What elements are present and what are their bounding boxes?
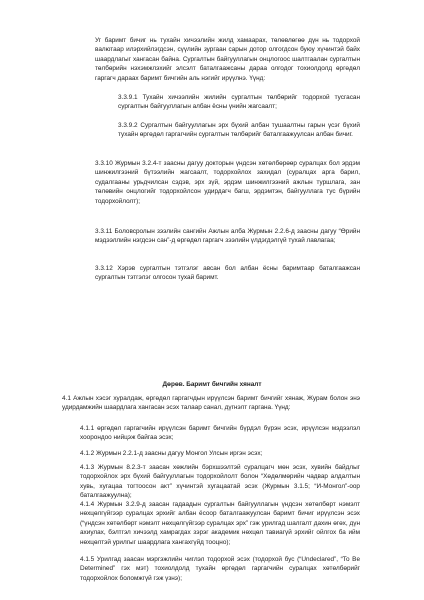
paragraph-3-3-9-2: 3.3.9.2 Сургалтын байгууллагын эрх бүхий албан тушаалтны гарын үсэг бүхий тухайн өргөдөл гаргагчийн сургалтын төлбөрийг баталгаажуулсан албан бичиг. [118,122,360,139]
paragraph-3-3-10: 3.3.10 Журмын 3.2.4-т заасны дагуу докторын үндсэн хөтөлбөрөөр суралцах бол эрдэм шинжилгээний бүтээлийн жагсаалт, тодорхойлох захидал (суралцах арга барил, судалгааны урьдчилсан сэдэв, эрх зүй, эрдэм шинжилгээний ажлын туршлага, зан төлөвийн онцлогийг тодорхойлсон удирдагч багш, эрдэмтэн, байгууллага тус бүрийн тодорхойлолт); [95,160,360,205]
paragraph-4-1-4: 4.1.4 Журмын 3.2.9-д заасан гадаадын сургалтын байгууллагын үндсэн хөтөлбөрт нэмэлт нөхцөлгүйгээр суралцах эрхийг албан ёсоор баталгаажуулсан баримт бичиг ирүүлсэн эсэх (“үндсэн хөтөлбөрт нэмэлт нөхцөлгүйгээр суралцах эрх” гэж урилгад шалгалт дахин өгөх, дүн ахиулах, бэлтгэл хичээлд хамрагдах зэрэг академик нөхцөл тавиагүй эрхийг ойлгох ба ийм нөхцөлтэй урилгыг шаардлага хангахгүйд тооцно); [80,501,360,546]
paragraph-4-1-1: 4.1.1 өргөдөл гаргагчийн ирүүлсэн баримт бичгийн бүрдэл бүрэн эсэх, ирүүлсэн мэдээлэл хоорондоо нийцэж байгаа эсэх; [80,425,360,442]
paragraph-4-1-3: 4.1.3 Журмын 8.2.3-т заасан хөжлийн бэрхшээлтэй суралцагч мөн эсэх, хувийн байдлыг тодорхойлох эрх бүхий байгууллагын тодорхойлолт болон “Хөдөлмөрийн чадвар алдалтын хувь, хугацаа тогтоосон акт” хүчинтэй хугацаатай эсэх (Журмын 3.1.5; “И-Монгол”-оор баталгаажуулна); [80,464,360,500]
paragraph-4-1-2: 4.1.2 Журмын 2.2.1-д заасны дагуу Монгол Улсын иргэн эсэх; [80,450,263,457]
section-heading: Дөрөв. Баримт бичгийн хяналт [162,381,262,388]
paragraph-3-3-12: 3.3.12 Хэрэв сургалтын тэтгэлэг авсан бол албан ёсны баримтаар баталгаажсан сургалтын тэтгэлэг олгосон тухай баримт. [95,265,360,282]
paragraph-3-3-9-1: 3.3.9.1 Тухайн хичээлийн жилийн сургалтын төлбөрийг тодорхой тусгасан сургалтын байгууллагын албан ёсны үнийн жагсаалт; [118,94,360,111]
paragraph-intro: Уг баримт бичиг нь тухайн хичээлийн жилд хамаарах, төлөвлөгөө дүн нь тодорхой валютаар илэрхийлэгдсэн, сүүлийн зургаан сарын дотор олгогдсон буюу хүчинтэй байх шаардлагыг хангасан байна. Сургалтын байгууллагын онцлогоос шалтгаалан сургалтын төлбөрийн нэхэмжлэхийг элсэлт баталгаажсаны дараа олгодог тохиолдолд өргөдөл гаргагч дараах баримт бичгийн аль нэгийг ирүүлнэ. Үүнд: [95,37,360,82]
paragraph-4-1: 4.1 Ажлын хэсэг хуралдаж, өргөдөл гаргагчдын ирүүлсэн баримт бичгийг хянаж, Журам болон энэ удирдамжийн шаардлага хангасан эсэх талаар санал, дүгнэлт гаргана. Үүнд: [62,395,360,412]
paragraph-4-1-5: 4.1.5 Урилгад заасан мэргэжлийн чиглэл тодорхой эсэх (тодорхой бус (“Undeclared”, “To Be Determined” гэх мэт) тохиолдолд тухайн өргөдөл гаргагчийн суралцах хөтөлбөрийг тодорхойлох боломжгүй гэж үзнэ); [80,556,360,582]
paragraph-3-3-11: 3.3.11 Боловсролын зээлийн сангийн Ажлын алба Журмын 2.2.6-д заасны дагуу “Өрийн мэдээллийн нэгдсэн сан”-д өргөдөл гаргагч зээлийн үлдэгдэлгүй тухай лавлагаа; [95,228,360,245]
